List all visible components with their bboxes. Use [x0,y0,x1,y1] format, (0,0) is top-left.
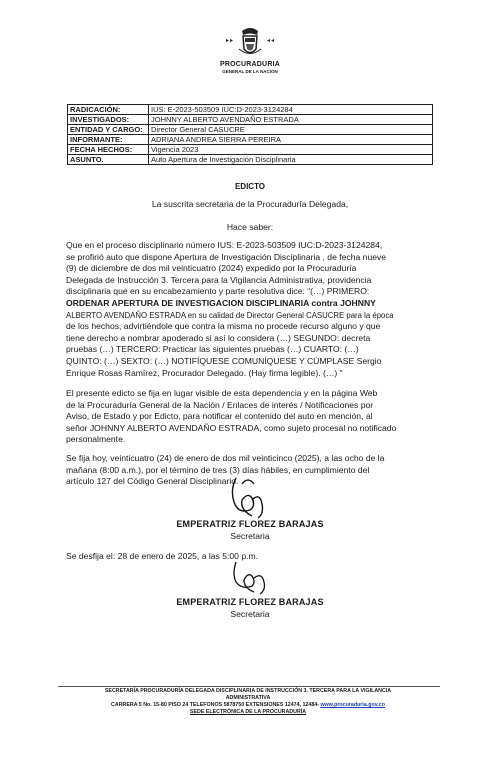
case-info-table [67,104,433,165]
radicacion-value: IUS: E-2023-503509 IUC:D-2023-3124284 [149,105,433,115]
text-line: de los hechos, advirtiéndole que contra la misma no procede recurso alguno y que [66,321,381,332]
text-line: Se fija hoy, veinticuatro (24) de enero de dos mil veinticinco (2025), a las ocho de la [66,453,385,463]
footer-line-4: SEDE ELECTRÓNICA DE LA PROCURADURÍA [189,709,307,715]
signer-2-role: Secretaria [230,609,270,619]
asunto-value: Auto Apertura de Investigación Disciplinaria [149,155,433,165]
table-row [68,155,433,165]
footer [58,688,438,716]
text-line: artículo 127 del Código General Disciplinario. [66,476,239,487]
asunto-label: ASUNTO. [68,155,149,165]
signer-2-name: EMPERATRIZ FLOREZ BARAJAS [176,597,324,607]
website-link[interactable]: www.procuraduria.gov.co [320,702,385,708]
text-line: se profirió auto que dispone Apertura de Investigación Disciplinaria , de fecha nueve [66,251,387,262]
footer-line-3: CARRERA 5 No. 15-80 PISO 24 TELEFONOS 5878750 EXTENSIONES 12474, 12484- [111,702,319,708]
procuraduria-logo [205,25,295,75]
informante-value: ADRIANA ANDREA SIERRA PEREIRA [149,135,433,145]
informante-label: INFORMANTE: [68,135,149,145]
table-row [68,125,433,135]
document-title: EDICTO [234,182,266,191]
table-row [68,105,433,115]
handwritten-signature-2 [226,556,282,598]
investigados-label: INVESTIGADOS: [68,115,149,125]
entidad-value: Director General CASUCRE [149,125,433,135]
text-line: ALBERTO AVENDAÑO ESTRADA en su calidad de Director General CASUCRE para la época [66,310,394,320]
footer-line-1: SECRETARÍA PROCURADURÍA DELEGADA DISCIPLINARIA DE INSTRUCCIÓN 3. TERCERA PARA LA VIGILANCIA [104,688,392,694]
investigados-value: JOHNNY ALBERTO AVENDAÑO ESTRADA [149,115,433,125]
paragraph-1 [66,240,394,379]
text-line: pruebas (…) TERCERO: Practicar las siguientes pruebas (…) CUARTO: (…) [66,344,359,355]
text-line: personalmente. [66,434,126,445]
paragraph-2 [66,388,396,446]
handwritten-signature-1 [222,470,282,526]
text-line: Aviso, de Estado y por Edicto, para notificar el contenido del auto en mención, al [66,411,373,422]
text-line: QUINTO: (…) SEXTO: (…) NOTIFÍQUESE COMUNÍQUESE Y CÚMPLASE Sergio [66,355,382,366]
entidad-label: ENTIDAD Y CARGO: [68,125,149,135]
fecha-hechos-label: FECHA HECHOS: [68,145,149,155]
radicacion-label: RADICACIÓN: [68,105,149,115]
intro-line: La suscrita secretaria de la Procuraduría Delegada, [151,199,349,209]
signer-1-role: Secretaria [230,531,270,541]
fecha-hechos-value: Vigencia 2023 [149,145,433,155]
desfija-line: Se desfija el: 28 de enero de 2025, a las 5:00 p.m. [66,551,259,561]
coat-of-arms-icon [220,25,280,59]
text-line: Que en el proceso disciplinario número IUS: E-2023-503509 IUC:D-2023-3124284, [66,240,383,250]
text-line: ORDENAR APERTURA DE INVESTIGACION DISCIPLINARIA contra JOHNNY [66,297,376,308]
org-name: PROCURADURIA [220,61,280,68]
footer-address [58,702,438,709]
org-subtitle: GENERAL DE LA NACION [222,69,278,74]
table-row [68,145,433,155]
text-line: Enrique Rosas Ramírez, Procurador Delegado. (Hay firma legible). (…) ” [66,367,343,378]
text-line: disciplinaria que en su encabezamiento y parte resolutiva dice: “(…) PRIMERO: [66,286,370,297]
text-line: El presente edicto se fija en lugar visible de esta dependencia y en la página Web [66,388,378,398]
table-row [68,115,433,125]
table-row [68,135,433,145]
footer-line-2: ADMINISTRATIVA [225,695,271,701]
hace-saber-line: Hace saber: [226,222,274,232]
text-line: mañana (8:00 a.m.), por el término de tres (3) días hábiles, en cumplimiento del [66,464,370,475]
footer-top-rule [58,686,440,687]
text-line: (9) de diciembre de dos mil veinticuatro (2024) expedido por la Procuraduría [66,263,357,274]
signer-1-name: EMPERATRIZ FLOREZ BARAJAS [176,519,324,529]
text-line: de la Procuraduría General de la Nación / Enlaces de interés / Notificaciones por [66,399,374,410]
text-line: tiene derecho a nombrar apoderado si así lo considera (…) SEGUNDO: decreta [66,332,371,343]
text-line: Delegada de Instrucción 3. Tercera para la Vigilancia Administrativa, providencia [66,274,372,285]
text-line: señor JOHNNY ALBERTO AVENDAÑO ESTRADA, como sujeto procesal no notificado [66,422,397,433]
